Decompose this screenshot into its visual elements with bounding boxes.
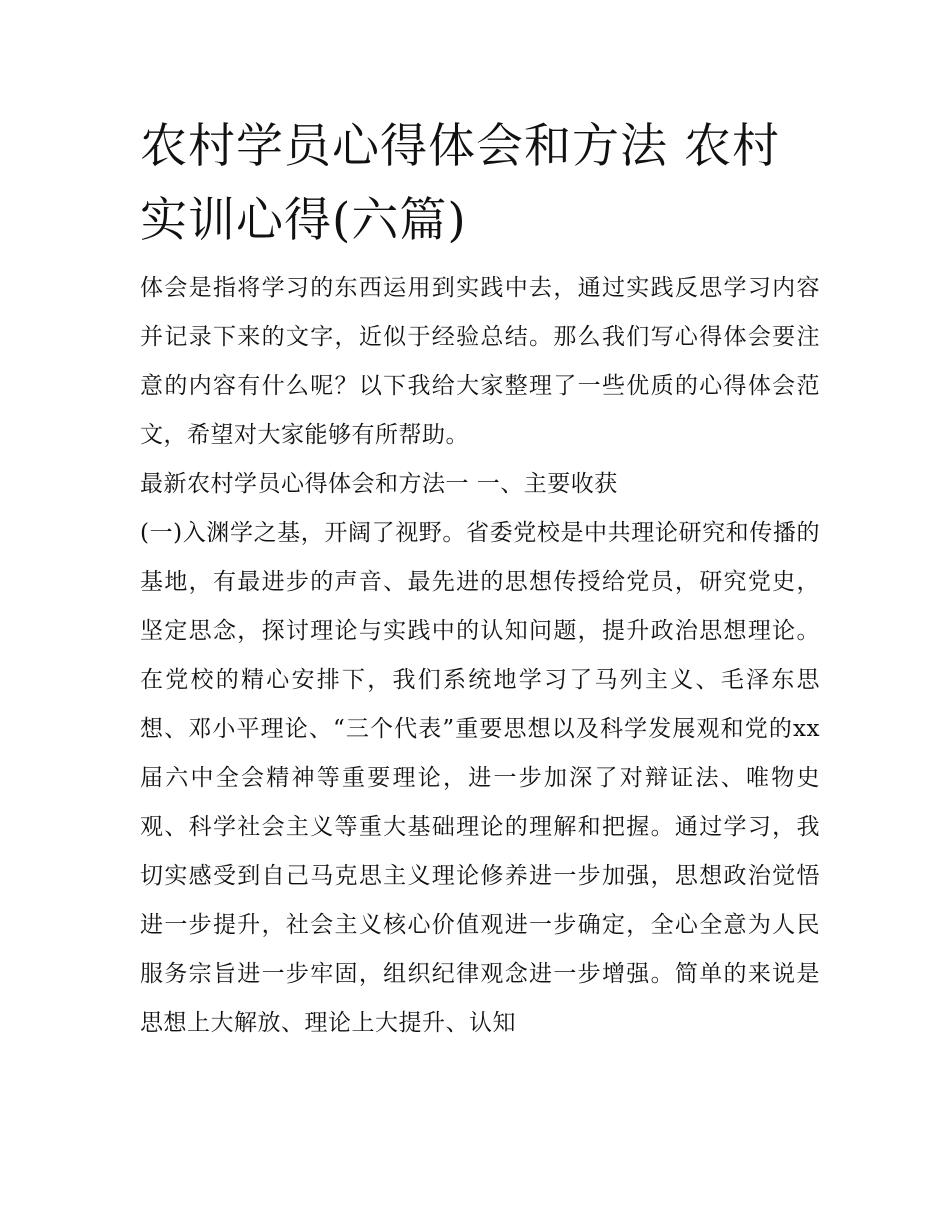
document-body [140, 110, 820, 1048]
document-title: 农村学员心得体会和方法 农村实训心得(六篇) [140, 119, 780, 248]
body-paragraph: (一)入渊学之基，开阔了视野。省委党校是中共理论研究和传播的基地，有最进步的声音、最先进的思想传授给党员，研究党史，坚定思念，探讨理论与实践中的认知问题，提升政治思想理论。在党校的精心安排下，我们系统地学习了马列主义、毛泽东思想、邓小平理论、“三个代表”重要思想以及科学发展观和党的xx届六中全会精神等重要理论，进一步加深了对辩证法、唯物史观、科学社会主义等重大基础理论的理解和把握。通过学习，我切实感受到自己马克思主义理论修养进一步加强，思想政治觉悟进一步提升，社会主义核心价值观进一步确定，全心全意为人民服务宗旨进一步牢固，组织纪律观念进一步增强。简单的来说是思想上大解放、理论上大提升、认知 [140, 520, 820, 1036]
intro-paragraph: 体会是指将学习的东西运用到实践中去，通过实践反思学习内容并记录下来的文字，近似于经验总结。那么我们写心得体会要注意的内容有什么呢？以下我给大家整理了一些优质的心得体会范文，希望对大家能够有所帮助。 [140, 275, 820, 448]
section-heading: 最新农村学员心得体会和方法一 一、主要收获 [140, 471, 618, 497]
